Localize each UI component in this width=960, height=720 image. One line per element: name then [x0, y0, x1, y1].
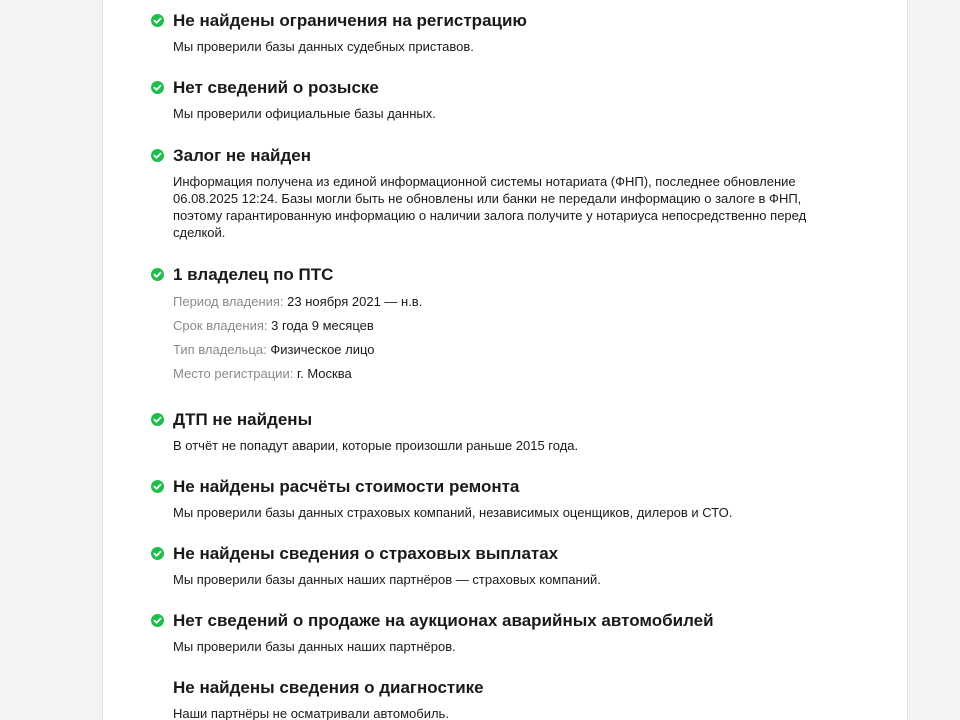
check-item-title: ДТП не найдены	[173, 410, 313, 429]
check-item-description: Мы проверили базы данных судебных приставов.	[173, 39, 474, 54]
detail-value: Физическое лицо	[270, 342, 375, 357]
check-item-title: 1 владелец по ПТС	[173, 265, 334, 284]
check-item-header	[151, 543, 851, 565]
check-circle-icon	[151, 81, 164, 94]
detail-value: г. Москва	[296, 366, 352, 381]
owner-detail-row	[173, 294, 851, 318]
owner-details	[173, 294, 851, 390]
check-item-description: Мы проверили базы данных наших партнёров.	[173, 639, 456, 654]
check-item-description: Наши партнёры не осматривали автомобиль.	[173, 706, 449, 720]
check-item-header	[151, 610, 851, 632]
detail-label: Срок владения:	[173, 318, 268, 333]
detail-label: Место регистрации:	[173, 366, 294, 381]
check-item-title: Не найдены сведения о страховых выплатах	[173, 544, 559, 563]
owner-detail-row	[173, 366, 851, 390]
check-item-wanted	[151, 77, 851, 122]
check-item-registration-restrictions	[151, 10, 851, 55]
check-item-header	[151, 677, 851, 699]
check-item-damaged-auctions	[151, 610, 851, 655]
check-item-description: Информация получена из единой информационной системы нотариата (ФНП), последнее обновление 06.08.2025 12:24. Базы могли быть не обновлены или банки не передали информацию о залоге в ФНП, поэтому гарантированную информацию о наличии залога получите у нотариуса непосредственно перед сделкой.	[173, 174, 807, 240]
check-circle-icon	[151, 149, 164, 162]
check-item-description: В отчёт не попадут аварии, которые произошли раньше 2015 года.	[173, 438, 579, 453]
check-item-description: Мы проверили официальные базы данных.	[173, 106, 436, 121]
check-circle-icon	[151, 614, 164, 627]
detail-value: 3 года 9 месяцев	[271, 318, 374, 333]
check-item-pledge	[151, 145, 851, 241]
check-item-header	[151, 77, 851, 99]
check-item-diagnostics	[151, 677, 851, 720]
check-item-accidents	[151, 409, 851, 454]
check-item-header	[151, 409, 851, 431]
detail-label: Период владения:	[173, 294, 284, 309]
check-circle-icon	[151, 480, 164, 493]
check-circle-icon	[151, 413, 164, 426]
check-circle-icon	[151, 268, 164, 281]
check-item-owners	[151, 264, 851, 390]
check-item-title: Не найдены сведения о диагностике	[173, 678, 484, 697]
check-item-description: Мы проверили базы данных страховых компаний, независимых оценщиков, дилеров и СТО.	[173, 505, 733, 520]
check-item-insurance-payouts	[151, 543, 851, 588]
check-item-title: Не найдены ограничения на регистрацию	[173, 11, 527, 30]
owner-detail-row	[173, 318, 851, 342]
check-circle-icon	[151, 547, 164, 560]
check-item-repair-estimates	[151, 476, 851, 521]
report-panel	[102, 0, 908, 720]
detail-value: 23 ноября 2021 — н.в.	[287, 294, 423, 309]
check-item-header	[151, 145, 851, 167]
check-item-header	[151, 476, 851, 498]
check-item-header	[151, 264, 851, 286]
check-item-header	[151, 10, 851, 32]
check-item-title: Нет сведений о розыске	[173, 78, 379, 97]
check-item-title: Не найдены расчёты стоимости ремонта	[173, 477, 520, 496]
detail-label: Тип владельца:	[173, 342, 267, 357]
check-item-description: Мы проверили базы данных наших партнёров — страховых компаний.	[173, 572, 601, 587]
owner-detail-row	[173, 342, 851, 366]
check-item-title: Залог не найден	[173, 146, 312, 165]
check-item-title: Нет сведений о продаже на аукционах аварийных автомобилей	[173, 611, 714, 630]
check-circle-icon	[151, 14, 164, 27]
